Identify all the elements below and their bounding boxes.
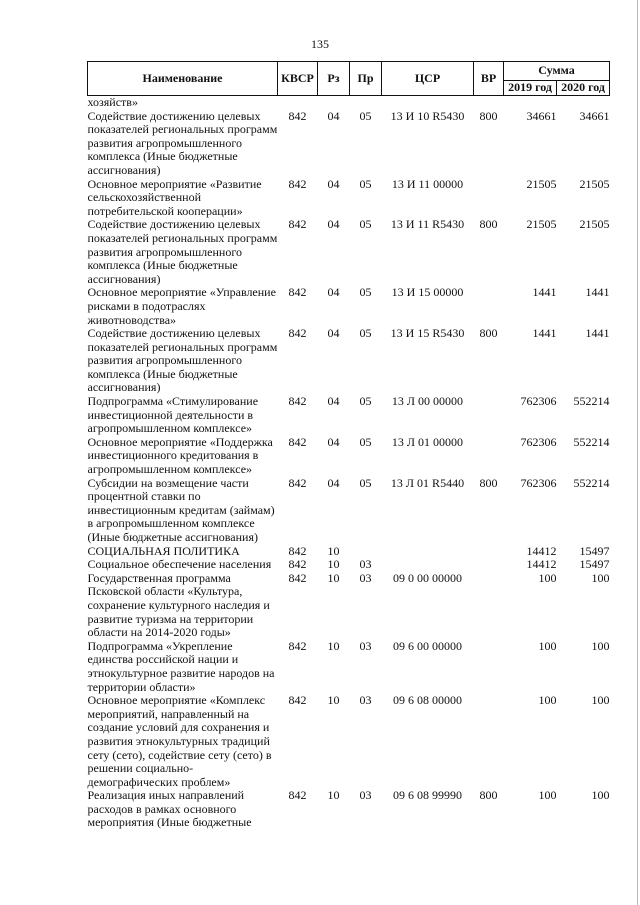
cell-vr <box>474 436 504 477</box>
cell-csr: 09 6 08 99990 <box>393 788 462 803</box>
cell-y1: 1441 <box>532 326 557 341</box>
table-row <box>88 436 610 477</box>
cell-csr: 09 0 00 00000 <box>393 570 462 585</box>
cell-csr <box>382 96 474 110</box>
cell-rz <box>318 96 350 110</box>
cell-name: Социальное обеспечение населения <box>87 557 272 572</box>
cell-rz: 04 <box>327 434 340 449</box>
cell-name: Содействие достижению целевых показателей региональных программ развития агропромышленного комплекса (Иные бюджетные ассигнования) <box>87 108 278 177</box>
cell-kvsr <box>278 96 318 110</box>
cell-pr: 05 <box>359 285 372 300</box>
cell-pr: 03 <box>359 557 372 572</box>
header-year-2019: 2019 год <box>504 81 557 96</box>
cell-pr: 03 <box>359 693 372 708</box>
table-row <box>88 395 610 436</box>
cell-pr: 05 <box>359 326 372 341</box>
cell-csr <box>382 545 474 559</box>
cell-csr: 13 Л 01 R5440 <box>390 475 465 490</box>
cell-rz: 04 <box>327 475 340 490</box>
cell-pr <box>350 545 382 559</box>
cell-csr: 13 И 11 00000 <box>391 176 464 191</box>
cell-y1: 21505 <box>526 176 557 191</box>
cell-name: Основное мероприятие «Комплекс мероприятий, направленный на создание условий для сохранения и развития этнокультурных традиций сету (сето), содействие сету (сето) в решении социально-демографических проблем» <box>87 693 272 789</box>
cell-kvsr: 842 <box>288 285 307 300</box>
cell-y1: 762306 <box>520 434 557 449</box>
cell-vr: 800 <box>479 217 498 232</box>
header-year-2020: 2020 год <box>557 81 610 96</box>
cell-pr: 03 <box>359 788 372 803</box>
cell-name: хозяйств» <box>87 95 138 109</box>
cell-pr: 05 <box>359 434 372 449</box>
cell-vr <box>474 640 504 694</box>
cell-rz: 04 <box>327 217 340 232</box>
cell-name: Содействие достижению целевых показателей региональных программ развития агропромышленного комплекса (Иные бюджетные ассигнования) <box>87 326 278 395</box>
cell-name: Содействие достижению целевых показателей региональных программ развития агропромышленного комплекса (Иные бюджетные ассигнования) <box>87 217 278 286</box>
cell-vr: 800 <box>479 108 498 123</box>
header-csr: ЦСР <box>382 62 474 96</box>
cell-y2: 1441 <box>585 285 610 300</box>
cell-vr <box>474 572 504 640</box>
cell-kvsr: 842 <box>288 543 307 558</box>
cell-kvsr: 842 <box>288 108 307 123</box>
cell-y2: 21505 <box>579 176 610 191</box>
cell-y2 <box>557 96 610 110</box>
cell-y2: 100 <box>591 638 610 653</box>
table-row <box>88 572 610 640</box>
cell-y1: 762306 <box>520 475 557 490</box>
cell-vr: 800 <box>479 326 498 341</box>
cell-vr <box>474 286 504 327</box>
cell-y2: 552214 <box>573 475 610 490</box>
cell-name: Подпрограмма «Стимулирование инвестиционной деятельности в агропромышленном комплексе» <box>87 394 259 436</box>
cell-rz: 04 <box>327 394 340 409</box>
cell-y2: 100 <box>591 788 610 803</box>
cell-name: СОЦИАЛЬНАЯ ПОЛИТИКА <box>87 543 240 558</box>
header-pr: Пр <box>350 62 382 96</box>
cell-csr: 13 И 11 R5430 <box>390 217 465 232</box>
cell-kvsr: 842 <box>288 434 307 449</box>
cell-csr: 13 Л 00 00000 <box>391 394 464 409</box>
cell-vr: 800 <box>479 788 498 803</box>
header-sum: Сумма <box>504 62 610 81</box>
table-header <box>88 62 610 96</box>
cell-kvsr: 842 <box>288 475 307 490</box>
cell-kvsr: 842 <box>288 693 307 708</box>
table-row <box>88 178 610 219</box>
cell-y2: 552214 <box>573 394 610 409</box>
cell-y2: 15497 <box>579 557 610 572</box>
cell-y2: 15497 <box>579 543 610 558</box>
cell-vr: 800 <box>479 475 498 490</box>
cell-y1: 14412 <box>526 543 557 558</box>
cell-name: Государственная программа Псковской области «Культура, сохранение культурного наследия и развитие туризма на территории области на 2014-2020 годы» <box>87 570 270 640</box>
cell-vr <box>474 96 504 110</box>
cell-y1: 21505 <box>526 217 557 232</box>
cell-y1: 100 <box>538 638 557 653</box>
table-row <box>88 218 610 286</box>
page-number: 135 <box>311 37 329 51</box>
cell-rz: 04 <box>327 285 340 300</box>
cell-rz: 10 <box>327 788 340 803</box>
cell-pr: 05 <box>359 217 372 232</box>
budget-table <box>87 61 610 830</box>
table-row <box>88 789 610 830</box>
table-row <box>88 110 610 178</box>
cell-y2: 34661 <box>579 108 610 123</box>
cell-rz: 10 <box>327 543 340 558</box>
cell-y2: 552214 <box>573 434 610 449</box>
cell-name: Подпрограмма «Укрепление единства российской нации и этнокультурное развитие народов на территории области» <box>87 638 275 694</box>
cell-csr <box>382 558 474 572</box>
cell-pr: 03 <box>359 570 372 585</box>
cell-csr: 13 И 10 R5430 <box>390 108 465 123</box>
cell-name: Основное мероприятие «Управление рисками в подотраслях животноводства» <box>87 285 276 327</box>
cell-rz: 04 <box>327 176 340 191</box>
cell-pr <box>350 96 382 110</box>
cell-y1: 762306 <box>520 394 557 409</box>
cell-csr: 13 Л 01 00000 <box>391 434 464 449</box>
cell-y2: 1441 <box>585 326 610 341</box>
header-name: Наименование <box>88 62 278 96</box>
cell-y1: 14412 <box>526 557 557 572</box>
cell-pr: 05 <box>359 475 372 490</box>
cell-y2: 100 <box>591 693 610 708</box>
cell-vr <box>474 545 504 559</box>
table-row <box>88 96 610 110</box>
cell-y1: 1441 <box>532 285 557 300</box>
cell-vr <box>474 178 504 219</box>
cell-kvsr: 842 <box>288 217 307 232</box>
cell-y1 <box>504 96 557 110</box>
cell-pr: 03 <box>359 638 372 653</box>
header-vr: ВР <box>474 62 504 96</box>
cell-y1: 100 <box>538 570 557 585</box>
cell-y1: 34661 <box>526 108 557 123</box>
cell-rz: 04 <box>327 108 340 123</box>
cell-csr: 09 6 00 00000 <box>393 638 462 653</box>
cell-vr <box>474 558 504 572</box>
cell-y1: 100 <box>538 693 557 708</box>
cell-kvsr: 842 <box>288 394 307 409</box>
cell-rz: 10 <box>327 557 340 572</box>
cell-kvsr: 842 <box>288 788 307 803</box>
cell-rz: 10 <box>327 570 340 585</box>
page-edge <box>637 0 638 905</box>
cell-csr: 13 И 15 R5430 <box>390 326 465 341</box>
cell-rz: 04 <box>327 326 340 341</box>
cell-pr: 05 <box>359 176 372 191</box>
cell-csr: 13 И 15 00000 <box>391 285 464 300</box>
table-row <box>88 477 610 545</box>
cell-y1: 100 <box>538 788 557 803</box>
cell-kvsr: 842 <box>288 176 307 191</box>
cell-rz: 10 <box>327 638 340 653</box>
cell-name: Реализация иных направлений расходов в рамках основного мероприятия (Иные бюджетные <box>87 788 252 830</box>
cell-pr: 05 <box>359 108 372 123</box>
cell-y2: 100 <box>591 570 610 585</box>
cell-pr: 05 <box>359 394 372 409</box>
cell-name: Основное мероприятие «Поддержка инвестиционного кредитования в агропромышленном комплексе» <box>87 434 273 477</box>
cell-name: Основное мероприятие «Развитие сельскохозяйственной потребительской кооперации» <box>87 176 262 218</box>
cell-y2: 21505 <box>579 217 610 232</box>
cell-kvsr: 842 <box>288 557 307 572</box>
header-kvsr: КВСР <box>278 62 318 96</box>
cell-vr <box>474 694 504 789</box>
cell-name: Субсидии на возмещение части процентной ставки по инвестиционным кредитам (займам) в агропромышленном комплексе (Иные бюджетные ассигнования) <box>87 475 275 544</box>
cell-kvsr: 842 <box>288 326 307 341</box>
table-row <box>88 558 610 572</box>
cell-kvsr: 842 <box>288 638 307 653</box>
header-rz: Рз <box>318 62 350 96</box>
table-row <box>88 640 610 694</box>
table-row <box>88 694 610 789</box>
cell-rz: 10 <box>327 693 340 708</box>
cell-csr: 09 6 08 00000 <box>393 693 462 708</box>
cell-kvsr: 842 <box>288 570 307 585</box>
table-body <box>88 96 610 831</box>
cell-vr <box>474 395 504 436</box>
table-row <box>88 286 610 327</box>
table-row <box>88 327 610 395</box>
table-row <box>88 545 610 559</box>
